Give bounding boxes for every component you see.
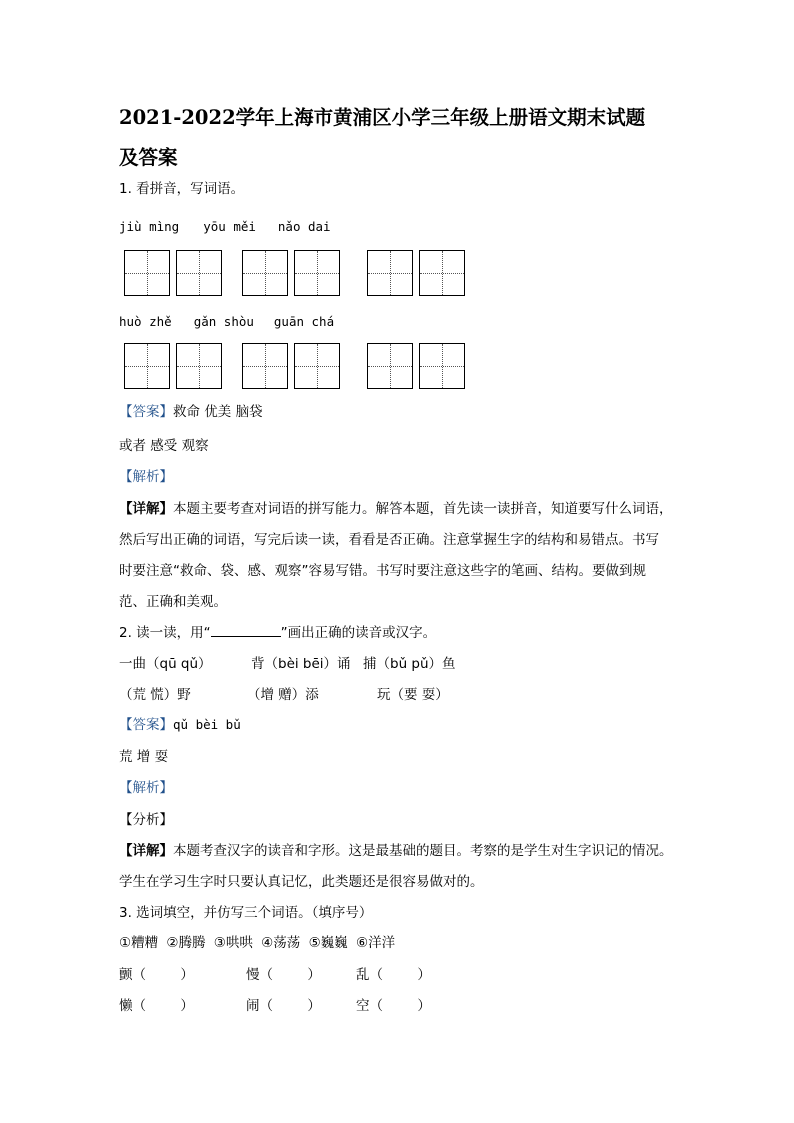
prompt-text: 2. 读一读，用“ — [119, 625, 211, 641]
writing-grid-box — [176, 250, 222, 296]
option: 玩（要 耍） — [377, 687, 449, 703]
q1-detail-line1 — [119, 500, 673, 518]
answer-text: 救命 优美 脑袋 — [173, 404, 263, 420]
writing-grid-box — [176, 343, 222, 389]
doc-title-line2: 及答案 — [119, 146, 178, 169]
q2-answer-line2: 荒 增 耍 — [119, 749, 169, 765]
writing-grid-box — [294, 250, 340, 296]
writing-grid-box — [367, 250, 413, 296]
pinyin: huò zhě — [119, 314, 172, 329]
writing-grid-box — [124, 343, 170, 389]
writing-grid-box — [242, 343, 288, 389]
fill-blank: 慢（ ） — [246, 967, 321, 983]
q3-row1 — [119, 966, 431, 984]
q2-row2 — [119, 686, 449, 704]
detail-label: 【详解】 — [119, 843, 173, 859]
pinyin: jiù mìng — [119, 219, 180, 234]
q1-detail-line2: 然后写出正确的词语，写完后读一读，看看是否正确。注意掌握生字的结构和易错点。书写 — [119, 532, 659, 548]
q2-detail-line2: 学生在学习生字时只要认真记忆，此类题还是很容易做对的。 — [119, 874, 484, 890]
analysis-label: 【解析】 — [119, 780, 173, 796]
q3-options: ①糟糟 ②腾腾 ③哄哄 ④荡荡 ⑤巍巍 ⑥洋洋 — [119, 935, 396, 951]
answer-label: 【答案】 — [119, 404, 173, 420]
detail-text: 本题考查汉字的读音和字形。这是最基础的题目。考察的是学生对生字识记的情况。 — [173, 843, 673, 859]
fenxi-label: 【分析】 — [119, 812, 173, 828]
analysis-label: 【解析】 — [119, 469, 173, 485]
pinyin: nǎo dai — [277, 219, 331, 234]
q1-pinyin-row1 — [119, 218, 331, 236]
q1-answer-line2: 或者 感受 观察 — [119, 438, 209, 454]
writing-grid-box — [294, 343, 340, 389]
q2-answer — [119, 716, 241, 734]
fill-blank: 乱（ ） — [356, 967, 431, 983]
fill-blank: 空（ ） — [356, 998, 431, 1014]
option: 一曲（qū qǔ） — [119, 656, 212, 672]
writing-grid-box — [242, 250, 288, 296]
detail-text: 本题主要考查对词语的拼写能力。解答本题，首先读一读拼音，知道要写什么词语， — [173, 501, 673, 517]
detail-label: 【详解】 — [119, 501, 173, 517]
q1-prompt: 1. 看拼音，写词语。 — [119, 181, 245, 197]
q1-detail-line3: 时要注意“救命、袋、感、观察”容易写错。书写时要注意这些字的笔画、结构。要做到规 — [119, 563, 646, 579]
q3-row2 — [119, 997, 431, 1015]
q3-prompt: 3. 选词填空，并仿写三个词语。（填序号） — [119, 905, 373, 921]
option: 背（bèi bēi）诵 — [251, 656, 351, 672]
option: 捕（bǔ pǔ）鱼 — [363, 656, 456, 672]
fill-blank: 懒（ ） — [119, 998, 194, 1014]
writing-grid-box — [124, 250, 170, 296]
fill-blank: 闹（ ） — [246, 998, 321, 1014]
writing-grid-box — [419, 250, 465, 296]
q1-answer — [119, 403, 263, 421]
writing-grid-box — [419, 343, 465, 389]
pinyin: guān chá — [273, 314, 335, 329]
writing-grid-box — [367, 343, 413, 389]
answer-label: 【答案】 — [119, 717, 173, 733]
prompt-text: ”画出正确的读音或汉字。 — [280, 625, 437, 641]
pinyin: gǎn shòu — [193, 314, 254, 329]
option: （增 赠）添 — [247, 687, 319, 703]
fill-blank: 颤（ ） — [119, 967, 194, 983]
q2-row1 — [119, 655, 456, 673]
q2-prompt — [119, 624, 436, 642]
q1-pinyin-row2 — [119, 313, 334, 331]
pinyin: yōu měi — [203, 219, 256, 234]
doc-title-line1: 2021-2022学年上海市黄浦区小学三年级上册语文期末试题 — [119, 106, 646, 129]
q2-detail-line1 — [119, 842, 673, 860]
q1-detail-line4: 范、正确和美观。 — [119, 594, 227, 610]
underline-blank — [211, 624, 281, 637]
option: （荒 慌）野 — [119, 687, 191, 703]
answer-text: qǔ bèi bǔ — [173, 717, 241, 732]
